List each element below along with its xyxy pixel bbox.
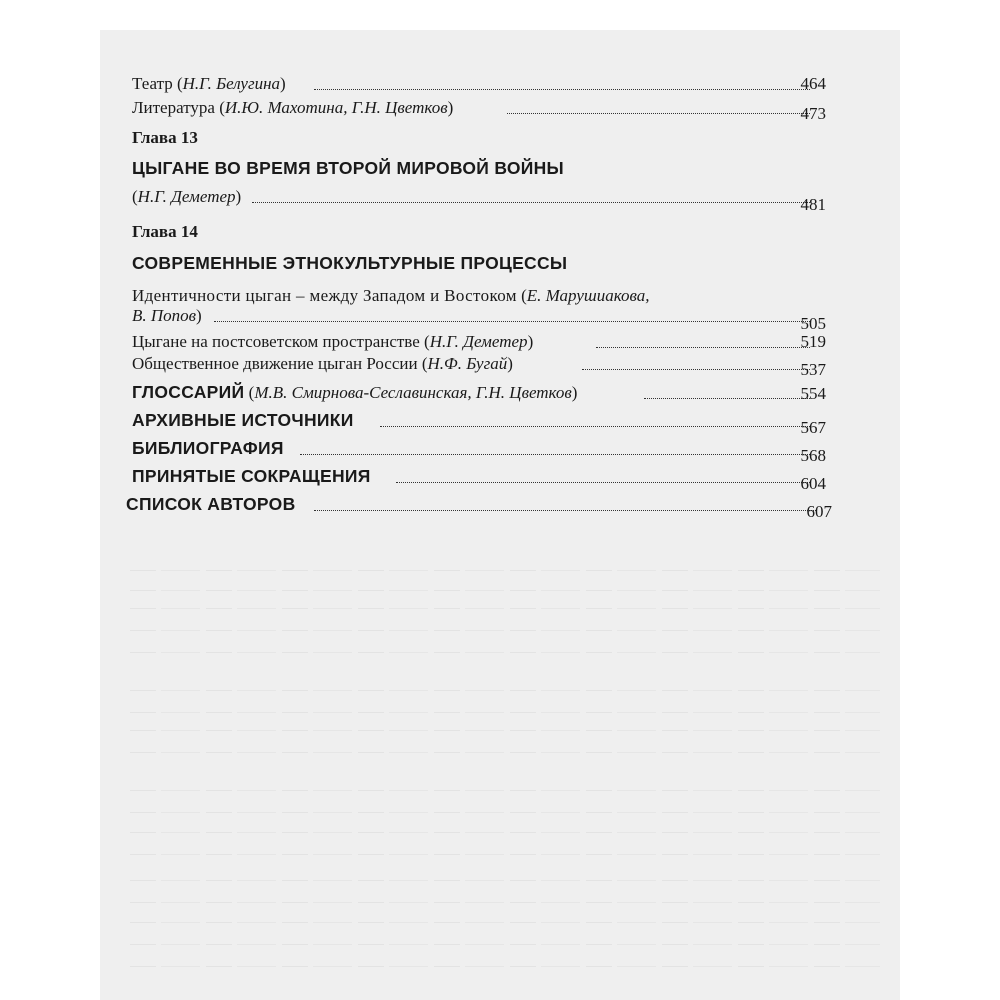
toc-entry-chapter-13: (Н.Г. Деметер) 481 bbox=[132, 187, 826, 214]
page-number: 505 bbox=[800, 314, 826, 333]
entry-author: И.Ю. Махотина, Г.Н. Цветков bbox=[224, 98, 448, 117]
book-page bbox=[100, 30, 900, 1000]
page-number: 607 bbox=[806, 502, 832, 521]
toc-entry-archives bbox=[132, 410, 826, 437]
page-number: 568 bbox=[800, 446, 826, 465]
dot-leader bbox=[596, 347, 810, 348]
dot-leader bbox=[214, 321, 810, 322]
entry-author: Н.Г. Деметер bbox=[137, 187, 236, 206]
entry-title: СПИСОК АВТОРОВ bbox=[126, 494, 296, 514]
entry-title: Идентичности цыган – между Западом и Востоком bbox=[132, 286, 517, 305]
dot-leader bbox=[396, 482, 810, 483]
toc-entry-identity-cont: В. Попов) 505 bbox=[132, 306, 826, 333]
dot-leader bbox=[582, 369, 810, 370]
entry-title: ГЛОССАРИЙ bbox=[132, 382, 245, 402]
dot-leader bbox=[314, 89, 810, 90]
toc-entry-theatre: Театр (Н.Г. Белугина) 464 bbox=[132, 74, 826, 93]
page-number: 481 bbox=[800, 195, 826, 214]
dot-leader bbox=[507, 113, 810, 114]
toc-entry-bibliography bbox=[132, 438, 826, 465]
chapter-14-heading: СОВРЕМЕННЫЕ ЭТНОКУЛЬТУРНЫЕ ПРОЦЕССЫ bbox=[132, 253, 568, 273]
dot-leader bbox=[314, 510, 816, 511]
toc-entry-literature: Литература (И.Ю. Махотина, Г.Н. Цветков) 473 bbox=[132, 98, 826, 123]
chapter-13-label: Глава 13 bbox=[132, 128, 198, 147]
entry-title: Цыгане на постсоветском пространстве bbox=[132, 332, 420, 351]
toc-entry-glossary: ГЛОССАРИЙ (М.В. Смирнова-Сеславинская, Г.Н. Цветков) 554 bbox=[132, 382, 826, 403]
page-number: 473 bbox=[800, 104, 826, 123]
toc-entry-abbreviations bbox=[132, 466, 826, 493]
page-number: 554 bbox=[800, 384, 826, 403]
toc-entry-post-soviet: Цыгане на постсоветском пространстве (Н.Г. Деметер) 519 bbox=[132, 332, 826, 351]
toc-entry-identity: Идентичности цыган – между Западом и Востоком (Е. Марушиакова, bbox=[132, 286, 650, 305]
dot-leader bbox=[380, 426, 810, 427]
entry-title: Литература bbox=[132, 98, 215, 117]
page-number: 567 bbox=[800, 418, 826, 437]
entry-author: Н.Г. Деметер bbox=[429, 332, 528, 351]
dot-leader bbox=[644, 398, 810, 399]
entry-author: В. Попов bbox=[132, 306, 197, 325]
entry-author: Е. Марушиакова, bbox=[526, 286, 650, 305]
entry-title: ПРИНЯТЫЕ СОКРАЩЕНИЯ bbox=[132, 466, 371, 486]
entry-author: Н.Г. Белугина bbox=[182, 74, 281, 93]
chapter-14-label: Глава 14 bbox=[132, 222, 198, 241]
toc-entry-authors bbox=[126, 494, 832, 521]
entry-title: БИБЛИОГРАФИЯ bbox=[132, 438, 284, 458]
page-number: 604 bbox=[800, 474, 826, 493]
dot-leader bbox=[252, 202, 810, 203]
entry-title: Общественное движение цыган России bbox=[132, 354, 418, 373]
page-number: 537 bbox=[800, 360, 826, 379]
entry-author: Н.Ф. Бугай bbox=[427, 354, 508, 373]
page-number: 464 bbox=[800, 74, 826, 93]
dot-leader bbox=[300, 454, 810, 455]
table-of-contents bbox=[100, 30, 900, 1000]
entry-author: М.В. Смирнова-Сеславинская, Г.Н. Цветков bbox=[254, 383, 572, 402]
chapter-13-heading: ЦЫГАНЕ ВО ВРЕМЯ ВТОРОЙ МИРОВОЙ ВОЙНЫ bbox=[132, 158, 564, 178]
entry-title: Театр bbox=[132, 74, 173, 93]
entry-title: АРХИВНЫЕ ИСТОЧНИКИ bbox=[132, 410, 354, 430]
toc-entry-movement: Общественное движение цыган России (Н.Ф. Бугай) 537 bbox=[132, 354, 826, 379]
page-number: 519 bbox=[800, 332, 826, 351]
